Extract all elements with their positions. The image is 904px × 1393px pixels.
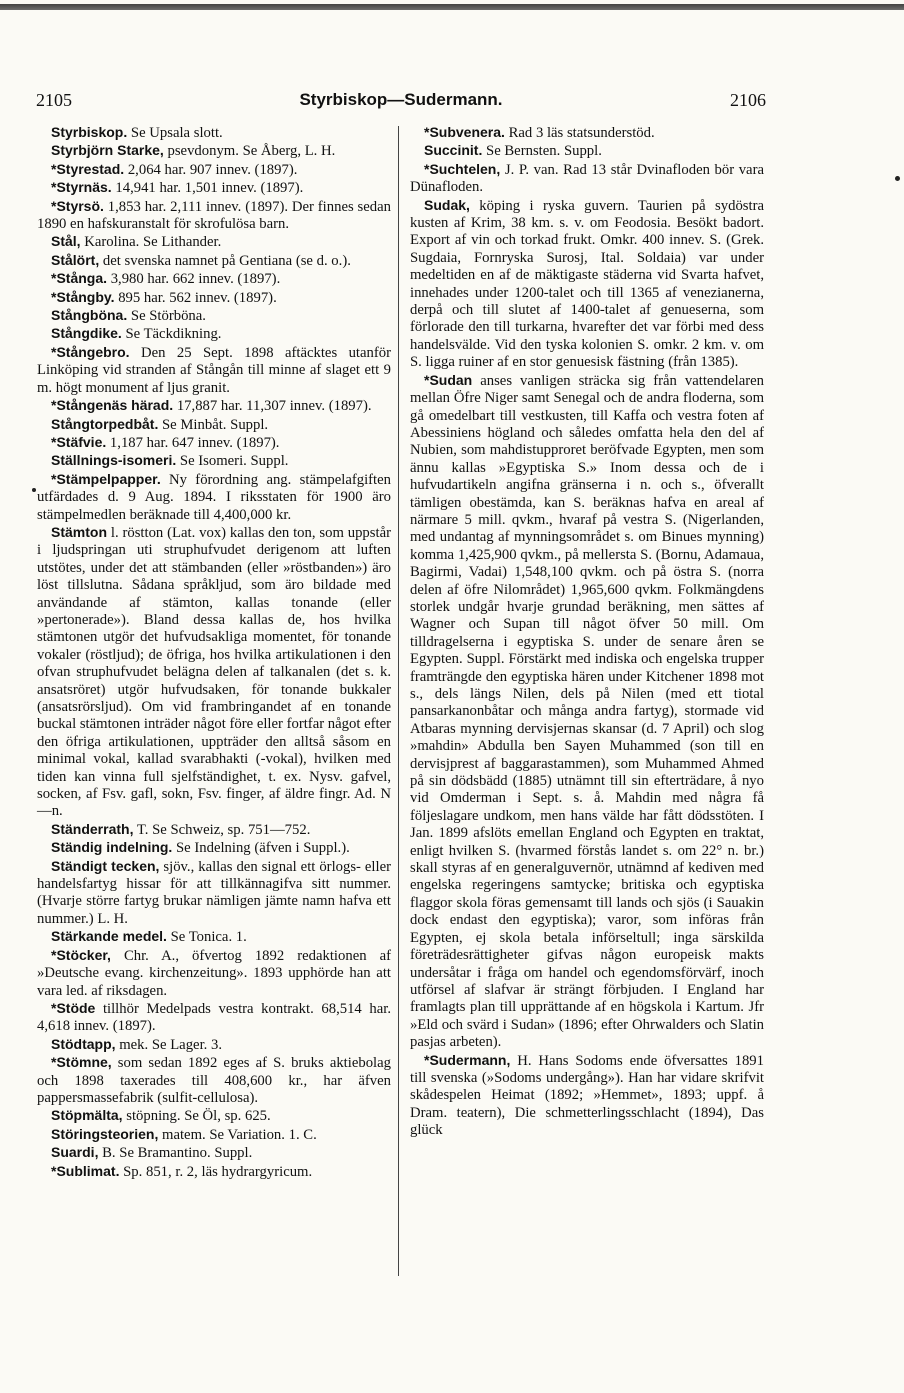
dictionary-entry — [37, 471, 391, 524]
entry-text: tillhör Medelpads vestra kontrakt. 68,514 har. 4,618 innev. (1897). — [37, 1000, 391, 1035]
page-number-right: 2106 — [730, 90, 766, 110]
entry-headword: *Stömne, — [51, 1054, 112, 1071]
dictionary-entry — [37, 270, 391, 288]
column-divider — [398, 126, 399, 1276]
entry-headword: *Sudan — [424, 371, 473, 388]
entry-text: köping i ryska guvern. Taurien på sydöstra kusten af Krim, 38 km. s. v. om Feodosia. Besökt badort. Export af vin och torkad frukt. Omkr. 400 innev. S. (Grek. Sugdaia, Fornryska Surosj, Ital. Soldaia) var under medeltiden en af de mäktigaste städerna vid Svarta hafvet, innehades under 1200-talet och till 1365 af venezianerna, derpå och till slutet af 1400-talet af genueserna, som förlorade den till turkarna, hvarefter det var förbi med dess handelsvälde. Vid den tyska kolonien S. omkr. 2 km. v. om S. ligga ruiner af en stor genuesisk fästning (från 1385). — [410, 197, 764, 371]
dictionary-entry — [37, 142, 391, 160]
dictionary-entry — [410, 124, 764, 142]
entry-text: 1,853 har. 2,111 innev. (1897). Der finnes sedan 1890 en hafskuranstalt för skrofulösa barn. — [37, 198, 391, 233]
entry-headword: *Sudermann, — [424, 1051, 511, 1068]
dictionary-entry — [37, 1144, 391, 1162]
dictionary-entry — [37, 858, 391, 929]
entry-text: anses vanligen sträcka sig från vattendelaren mellan Öfre Niger samt Senegal och de andra floderna, som gå omedelbart till vestkusten, till Kaffa och vestra foten af Abessiniens högland och således omfatta hela den del af Nubien, som mahdistupproret beröfvade Egypten, men som ännu kallas »Egyptiska S.» Inom dessa och de i hufvudartikeln angifna gränserna i n. och s., öfverallt tämligen obestämda, kan S. beräknas hafva en areal af närmare 5 mill. qvkm., hvaraf på vestra S. (Nigerlanden, med undantag af mynningsområdet s. om Binues mynning) komma 1,425,900 qvkm., på mellersta S. (Bornu, Adamaua, Bagirmi, Vadai) 1,548,100 qvkm. och på östra S. (norra delen af öfre Nilområdet) 1,965,600 qvkm. Folkmängdens storlek undgår hvarje grundad beräkning, men sättes af Wagner och Supan till något öfver 50 mill. Om tilldragelserna i egyptiska S. under de senare åren se Egypten. Suppl. Förstärkt med indiska och engelska trupper framträngde den egyptiska hären under Kitchener 1898 mot s., dels längs Nilen, dels på Nilen (med ett tiotal pansarkanonbåtar och många andra fartyg), stormade vid Atbaras mynning dervisjernas skansar (d. 7 April) och slog »mahdin» Abdulla ben Sayen Muhammed (son till en dervisjprest af baggarastammen), som Muhammed Ahmed på sin dödsbädd (1885) utnämnt till sin efterträdare, å nyo vid Omderman i Sept. s. å. Mahdin med några få följeslagare undkom, men hans välde har fått dödsstöten. I Jan. 1899 afslöts emellan England och Egypten en traktat, enligt hvilken S. (hvarmed förstås landet s. om 22° n. br.) skall styras af en generalguvernör, utnämnd af kediven med engelska regeringens samtycke; britiska och egyptiska flaggor skola föras gemensamt till lands och sjös (i Sauakin dock endast den egyptiska); varor, som införas från Egypten, ej skola betala införseltull; inga särskilda företrädesrättigheter gifvas någon europeisk makts undersåtar i fråga om handel och egendomsförvärf, inoch utförsel af slafvar är strängt förbjuden. I England har framlagts plan till upprättande af en högskola i Kartum. Jfr »Eld och svärd i Sudan» (1896; efter Ohrwalders och Slatin pasjas arbeten). — [410, 372, 764, 1051]
entry-text: Se Upsala slott. — [127, 125, 223, 141]
dictionary-entry — [37, 307, 391, 325]
entry-headword: Störingsteorien, — [51, 1125, 159, 1142]
dictionary-entry — [410, 161, 764, 197]
entry-text: sjöv., kallas den signal ett örlogs- eller handelsfartyg hissar för att tillkännagifva sitt nummer. (Hvarje större fartyg brukar nämligen jämte namn hafva ett nummer.) L. H. — [37, 858, 391, 927]
entry-headword: Stångtorpedbåt. — [51, 415, 159, 432]
dictionary-entry — [37, 434, 391, 452]
entry-text: H. Hans Sodoms ende öfversattes 1891 till svenska (»Sodoms undergång»). Han har vidare skrifvit skådespelen Heimat (1892; »Hemmet», 1893; uppf. å Dram. teatern), Die schmetterlingsschlacht (1894), Das glück — [410, 1052, 764, 1139]
entry-headword: *Stångenäs härad. — [51, 397, 174, 414]
dictionary-entry — [37, 289, 391, 307]
entry-text: 1,187 har. 647 innev. (1897). — [106, 434, 280, 451]
dictionary-entry — [37, 1126, 391, 1144]
dictionary-entry — [37, 124, 391, 142]
entry-headword: Stålört, — [51, 251, 100, 268]
entry-headword: *Stångebro. — [51, 343, 130, 360]
dictionary-entry — [37, 325, 391, 343]
entry-text: Chr. A., öfvertog 1892 redaktionen af »Deutsche evang. kirchenzeitung». 1893 upphörde han att vara led. af riksdagen. — [37, 947, 391, 999]
entry-headword: Styrbiskop. — [51, 124, 128, 140]
dictionary-entry — [37, 1036, 391, 1054]
entry-headword: *Sublimat. — [51, 1162, 120, 1179]
dictionary-entry — [37, 397, 391, 415]
dictionary-entry — [37, 1163, 391, 1181]
running-title: Styrbiskop—Sudermann. — [299, 90, 503, 109]
entry-headword: Stångböna. — [51, 307, 128, 324]
dictionary-entry — [37, 1107, 391, 1125]
entry-text: stöpning. Se Öl, sp. 625. — [122, 1108, 271, 1125]
entry-text: 2,064 har. 907 innev. (1897). — [124, 161, 298, 178]
dictionary-entry — [410, 197, 764, 372]
entry-headword: Ständigt tecken, — [51, 857, 160, 874]
entry-headword: Stämton — [51, 523, 107, 540]
page-number-left: 2105 — [36, 90, 72, 110]
dictionary-entry — [410, 372, 764, 1052]
scan-edge — [0, 4, 904, 10]
dictionary-entry — [37, 252, 391, 270]
dictionary-entry — [37, 524, 391, 821]
dictionary-entry — [37, 233, 391, 251]
entry-text: B. Se Bramantino. Suppl. — [98, 1145, 253, 1162]
entry-text: som sedan 1892 eges af S. bruks aktiebolag och 1898 taxerades till 408,600 kr., har äfven pappersmassefabrik (sulfit-cellulosa). — [37, 1055, 391, 1106]
entry-text: Sp. 851, r. 2, läs hydrargyricum. — [119, 1163, 313, 1180]
dictionary-entry — [37, 928, 391, 946]
entry-headword: *Stånga. — [51, 270, 108, 287]
entry-text: Se Isomeri. Suppl. — [176, 453, 289, 470]
entry-text: 3,980 har. 662 innev. (1897). — [107, 271, 281, 288]
entry-text: Den 25 Sept. 1898 aftäcktes utanför Linköping vid stranden af Stångån till minne af slaget ett 9 m. högt monument af ljus granit. — [37, 344, 391, 396]
entry-headword: Styrbjörn Starke, — [51, 142, 164, 159]
entry-headword: Ständig indelning. — [51, 839, 173, 856]
entry-text: J. P. van. Rad 13 står Dvinafloden bör vara Dünafloden. — [410, 161, 764, 196]
entry-text: 17,887 har. 11,307 innev. (1897). — [173, 398, 372, 415]
entry-headword: Stål, — [51, 233, 81, 250]
dictionary-entry — [410, 1052, 764, 1140]
entry-text: T. Se Schweiz, sp. 751—752. — [133, 821, 311, 838]
entry-headword: *Stångby. — [51, 288, 115, 305]
entry-text: matem. Se Variation. 1. C. — [158, 1126, 317, 1143]
dictionary-entry — [37, 1054, 391, 1107]
dictionary-entry — [37, 161, 391, 179]
dictionary-entry — [37, 179, 391, 197]
dictionary-entry — [37, 839, 391, 857]
entry-headword: Sudak, — [424, 196, 470, 213]
dictionary-entry — [37, 452, 391, 470]
entry-headword: Suardi, — [51, 1144, 99, 1161]
entry-text: 895 har. 562 innev. (1897). — [114, 289, 277, 306]
entry-text: 14,941 har. 1,501 innev. (1897). — [111, 180, 304, 197]
right-column — [410, 124, 764, 1140]
dictionary-entry — [37, 821, 391, 839]
page-header — [36, 90, 766, 110]
entry-headword: Stångdike. — [51, 325, 122, 342]
dictionary-entry — [410, 142, 764, 160]
entry-text: l. röstton (Lat. vox) kallas den ton, som uppstår i ljudspringan uti struphufvudet derigenom att luften utstötes, under det att stämbanden (eller »röstbanden») äro löst tillslutna. Sådana språkljud, som äro bildade med användande af stämton, kallas tonande (eller »pertonerade»). Bland dessa kallas de, hos hvilka stämtonen utgör det hufvudsakliga momentet, för tonande vokaler (röstljud); de öfriga, hos hvilka artikulationen i den ofvan struphufvudet belägna delen af talkanalen (det s. k. ansatsröret) utgör hufvudsaken, för tonande bukkaler (ansatsrörsljud). Om vid frambringandet af en tonande buckal stämtonen inträder något före eller fortfar något efter den öfriga artikulationen, uppträder den alltså såsom en minimal vokal, kallad svarabhakti (-vokal), hvilken med tiden kan vinna full sjelfständighet, t. ex. Nysv. gafvel, socken, af Fsv. gafl, sokn, Fsv. finger, af äldre fingr. Ad. N—n. — [37, 524, 391, 820]
entry-headword: Stärkande medel. — [51, 928, 167, 945]
entry-text: mek. Se Lager. 3. — [115, 1036, 223, 1053]
dictionary-entry — [37, 1000, 391, 1036]
entry-headword: Stöpmälta, — [51, 1107, 123, 1124]
entry-text: psevdonym. Se Åberg, L. H. — [163, 143, 336, 160]
entry-text: Rad 3 läs statsunderstöd. — [504, 125, 655, 141]
entry-headword: *Stöcker, — [51, 946, 111, 963]
entry-headword: Ställnings-isomeri. — [51, 452, 177, 469]
entry-text: Se Tonica. 1. — [166, 929, 247, 946]
entry-text: Karolina. Se Lithander. — [80, 234, 222, 251]
dictionary-entry — [37, 198, 391, 234]
dictionary-entry — [37, 416, 391, 434]
entry-headword: *Styrnäs. — [51, 179, 112, 196]
dictionary-entry — [37, 344, 391, 397]
entry-text: Se Störböna. — [127, 308, 206, 325]
entry-headword: *Subvenera. — [424, 124, 505, 140]
left-column — [37, 124, 391, 1181]
entry-headword: *Stämpelpapper. — [51, 470, 161, 487]
entry-headword: *Styrsö. — [51, 197, 104, 214]
entry-headword: *Styrestad. — [51, 160, 125, 177]
entry-headword: *Suchtelen, — [424, 160, 501, 177]
entry-headword: Ständerrath, — [51, 820, 134, 837]
entry-headword: *Stöde — [51, 999, 96, 1016]
entry-text: Se Indelning (äfven i Suppl.). — [172, 840, 350, 857]
entry-headword: Stödtapp, — [51, 1035, 116, 1052]
entry-text: Ny förordning ang. stämpelafgiften utfärdades d. 9 Aug. 1894. I riksstaten för 1900 äro stämpelmedlen beräknade till 4,400,000 kr. — [37, 471, 391, 523]
margin-mark — [32, 488, 36, 492]
entry-headword: *Stäfvie. — [51, 433, 107, 450]
entry-text: det svenska namnet på Gentiana (se d. o.). — [99, 252, 351, 269]
dictionary-entry — [37, 947, 391, 1000]
entry-text: Se Minbåt. Suppl. — [158, 416, 269, 433]
margin-mark — [895, 176, 900, 181]
entry-text: Se Bernsten. Suppl. — [482, 143, 602, 160]
entry-headword: Succinit. — [424, 142, 483, 159]
entry-text: Se Täckdikning. — [121, 326, 222, 343]
